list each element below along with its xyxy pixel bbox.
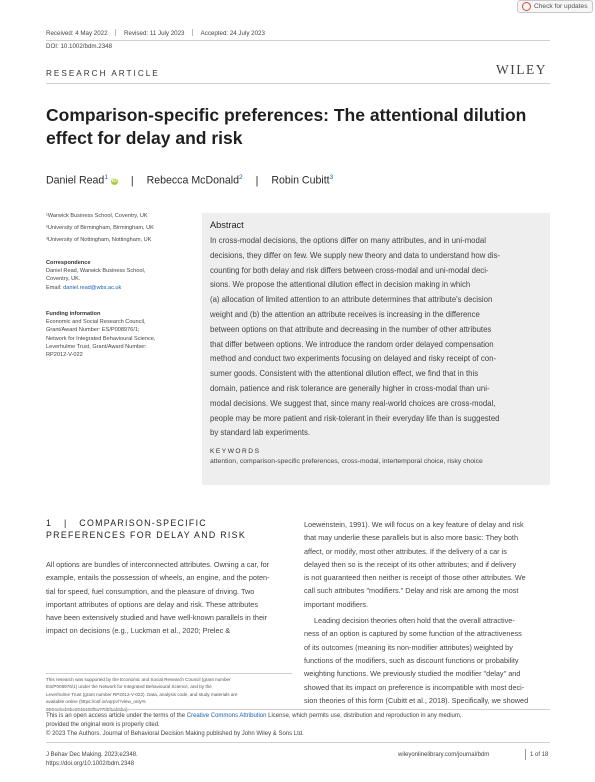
- body-line: sion theories of this form (Cubitt et al., 2018). Specifically, we showed: [304, 695, 529, 705]
- title-line-1: Comparison-specific preferences: The attentional dilution: [46, 105, 527, 125]
- correspondence-line: Daniel Read, Warwick Business School,: [46, 268, 146, 275]
- footnote-line: This research was supported by the Economic and Social Research Council (grant number: [46, 677, 231, 682]
- author-2[interactable]: Rebecca McDonald: [146, 174, 240, 187]
- body-line: example, entails the possession of wheels, an engine, and the poten-: [46, 573, 270, 583]
- abstract-text: [210, 234, 542, 441]
- author-3[interactable]: Robin Cubitt: [271, 174, 330, 187]
- body-line: of its outcomes (meaning its non-modifier attributes) weighted by: [304, 642, 513, 652]
- check-updates-label: Check for updates: [534, 3, 588, 10]
- body-line: important modifiers.: [304, 599, 369, 609]
- abstract-line: In cross-modal decisions, the options differ on many attributes, and in uni-modal: [210, 236, 486, 245]
- author-separator: |: [255, 174, 259, 187]
- received-date: Received: 4 May 2022: [46, 30, 108, 37]
- body-line: Leading decision theories often hold that the overall attractive-: [314, 616, 515, 626]
- copyright: © 2023 The Authors. Journal of Behavioral Decision Making published by John Wiley & Sons Ltd.: [46, 731, 304, 737]
- abstract-line: between options on that attribute and decreasing in the number of other attributes: [210, 324, 492, 334]
- body-line: that may underlie these parallels but is also more basic: They both: [304, 533, 519, 543]
- section-title-line-1: COMPARISON-SPECIFIC: [79, 518, 207, 528]
- section-1-heading: [46, 517, 276, 541]
- author-1[interactable]: Daniel Read: [46, 174, 105, 187]
- license-text: License, which permits use, distribution and reproduction in any medium,: [266, 713, 462, 719]
- footnote-line: available online (https://osf.io/vqrpv/?view_only%: [46, 699, 146, 705]
- license-text: provided the original work is properly cited.: [46, 722, 160, 728]
- author-2-affil: 2: [239, 174, 243, 181]
- abstract-line: method and conduct two experiments focusing on delayed and risky receipt of con-: [210, 354, 497, 364]
- abstract-line: domain, patience and risk tolerance are generally higher in cross-modal than uni-: [210, 383, 490, 393]
- correspondence-heading: Correspondence: [46, 260, 91, 266]
- abstract-line: weight and (b) the attention an attribute receives is increasing in the difference: [210, 309, 480, 319]
- keywords: attention, comparison-specific preferences, cross-modal, intertemporal choice, risky choice: [210, 458, 483, 466]
- correspondence: [46, 259, 196, 292]
- body-line: have been extensively studied and have well-known parallels in their: [46, 613, 268, 623]
- wiley-logo: WILEY: [496, 62, 547, 77]
- abstract-line: modal decisions. We suggest that, since many real-world choices are cross-modal,: [210, 398, 496, 408]
- body-line: tial for speed, fuel consumption, and the pleasure of driving. Two: [46, 586, 255, 596]
- funding-line: Network for Integrated Behavioural Science,: [46, 335, 156, 342]
- orcid-icon[interactable]: iD: [111, 177, 117, 184]
- page-number: 1 of 18: [530, 752, 549, 758]
- body-line: showed that its impact on preference is incompatible with most deci-: [304, 682, 525, 692]
- affiliation-2: ²University of Birmingham, Birmingham, UK: [46, 225, 154, 232]
- email-label: Email:: [46, 284, 64, 291]
- abstract-heading: Abstract: [210, 220, 244, 230]
- funding-footnote: [46, 676, 296, 713]
- accepted-date: Accepted: 24 July 2023: [200, 30, 265, 37]
- author-separator: |: [130, 174, 134, 187]
- affiliations: [46, 212, 196, 245]
- footer-journal: J Behav Dec Making. 2023;e2348.: [46, 752, 138, 758]
- body-line: weighting functions. We previously studied the modifier "delay" and: [304, 669, 521, 679]
- author-3-affil: 3: [329, 174, 334, 181]
- keywords-heading: KEYWORDS: [210, 448, 261, 456]
- history-row: [46, 29, 265, 38]
- funding-info: [46, 310, 196, 359]
- abstract-line: people may be more patient and risk-tolerant in their everyday life than is suggested: [210, 413, 500, 423]
- funding-line: Grant/Award Number: ES/P008976/1;: [46, 327, 140, 334]
- cc-license-link[interactable]: Creative Commons Attribution: [186, 713, 267, 719]
- body-line: delayed then so is the receipt of its other attributes; and if delivery: [304, 559, 517, 569]
- check-for-updates-button[interactable]: [517, 0, 593, 13]
- author-list: [46, 174, 333, 187]
- abstract-line: counting for both delay and risk differs between cross-modal and uni-modal deci-: [210, 265, 489, 275]
- body-line: ness of an option is captured by some function of the attractiveness: [304, 629, 522, 639]
- body-line: affect, or modify, most other attributes. If the delivery of a car is: [304, 546, 507, 556]
- body-line: call such attributes "modifiers." Delay and risk are among the most: [304, 586, 519, 596]
- footer-doi-link[interactable]: https://doi.org/10.1002/bdm.2348: [46, 761, 135, 767]
- doi-line: DOI: 10.1002/bdm.2348: [46, 43, 113, 50]
- body-line: is not guaranteed then neither is receipt of those other attributes. We: [304, 573, 526, 583]
- abstract-line: decisions, they differ on few. We supply new theory and data to understand how dis-: [210, 250, 501, 260]
- body-line: functions of the modifiers, such as discount functions or probability: [304, 655, 519, 665]
- body-right-column: [304, 518, 550, 707]
- email-link[interactable]: daniel.read@wbs.ac.uk: [63, 284, 122, 291]
- funding-line: Economic and Social Research Council,: [46, 319, 146, 326]
- abstract-line: that differ between options. We introduce the random order delayed compensation: [210, 339, 494, 349]
- funding-line: Leverhulme Trust, Grant/Award Number:: [46, 343, 147, 350]
- affiliation-3: ³University of Nottingham, Nottingham, UK: [46, 237, 152, 244]
- article-type: RESEARCH ARTICLE: [46, 69, 160, 78]
- title-line-2: effect for delay and risk: [46, 128, 243, 148]
- body-line: impact on decisions (e.g., Luckman et al., 2020; Prelec &: [46, 626, 231, 636]
- abstract-line: by standard lab experiments.: [210, 428, 311, 438]
- footer-site-link[interactable]: wileyonlinelibrary.com/journal/bdm: [398, 752, 490, 758]
- footnote-line: 3D04ebeb9be8045108f8a778bf1ab6ba).: [46, 706, 129, 712]
- footnote-line: ES/P008976/1) under the Network for Integrated Behavioural Science, and by the: [46, 684, 212, 690]
- abstract-line: (a) allocation of limited attention to an attribute determines that attribute's decision: [210, 295, 493, 305]
- section-number: 1: [46, 518, 53, 528]
- section-title-line-2: PREFERENCES FOR DELAY AND RISK: [46, 530, 246, 540]
- article-title: [46, 104, 566, 150]
- funding-heading: Funding information: [46, 311, 101, 317]
- revised-date: Revised: 11 July 2023: [124, 30, 185, 37]
- section-bar: |: [63, 518, 68, 528]
- license-notice: [46, 712, 556, 739]
- license-text: This is an open access article under the terms of the: [46, 713, 187, 719]
- body-line: Loewenstein, 1991). We will focus on a key feature of delay and risk: [304, 520, 524, 529]
- footnote-line: Leverhulme Trust (grant number RP2012-V-022). Data, analysis code, and study materials are: [46, 691, 238, 697]
- check-updates-icon: [522, 2, 531, 11]
- affiliation-1: ¹Warwick Business School, Coventry, UK: [46, 213, 148, 219]
- author-1-affil: 1: [104, 174, 108, 181]
- body-left-column: [46, 558, 292, 638]
- abstract-box: [202, 213, 550, 485]
- body-line: All options are bundles of interconnected attributes. Owning a car, for: [46, 560, 270, 569]
- abstract-line: sumer goods. Consistent with the attentional dilution effect, we find that in this: [210, 369, 479, 379]
- abstract-line: sions. We propose the attentional dilution effect in decision making in which: [210, 280, 471, 290]
- correspondence-line: Coventry, UK.: [46, 276, 81, 283]
- funding-line: RP2012-V-022: [46, 352, 83, 359]
- body-line: important attributes of options are delay and risk. These attributes: [46, 599, 258, 609]
